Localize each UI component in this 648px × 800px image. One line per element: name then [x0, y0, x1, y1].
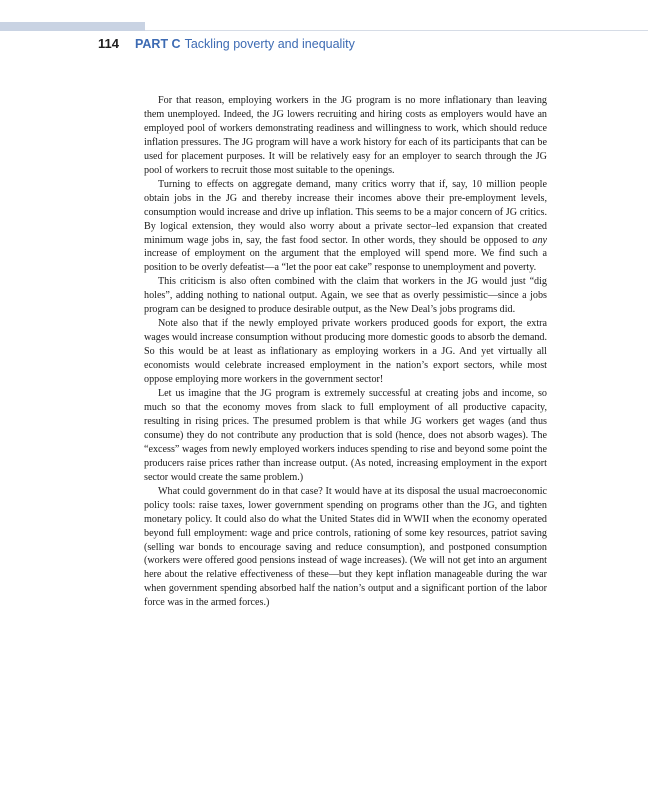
part-label: PART C — [134, 37, 181, 51]
paragraph: This criticism is also often combined with the claim that workers in the JG would just “dig holes”, adding nothing to national output. Again, we see that as overly pessimistic—since a jobs program can be designed to produce desirable output, as the New Deal’s jobs programs did. — [144, 276, 547, 316]
part-title: Tackling poverty and inequality — [184, 37, 355, 51]
paragraph: For that reason, employing workers in the JG program is no more inflationary than leaving them unemployed. Indeed, the JG lowers recruiting and hiring costs as employers would have an employed pool of workers demonstrating readiness and willingness to work, which should reduce inflation pressures. The JG program will have a work history for each of its participants that can be used for placement purposes. It will be relatively easy for an employer to search through the JG pool of workers to recruit those most suitable to the openings. — [144, 95, 547, 176]
body-text — [144, 94, 547, 610]
emphasis: any — [532, 234, 547, 246]
header-rule — [145, 30, 648, 31]
paragraph: Note also that if the newly employed private workers produced goods for export, the extra wages would increase consumption without producing more domestic goods to absorb the demand. So this would be at least as inflationary as employing workers in a JG. And yet virtually all economists would celebrate increased employment in the nation’s export sectors, while most oppose employing more workers in the government sector! — [144, 318, 547, 386]
paragraph: Let us imagine that the JG program is extremely successful at creating jobs and income, so much so that the economy moves from slack to full employment of all productive capacity, resulting in rising prices. The presumed problem is that while JG workers get wages (and thus consume) they do not contribute any production that is sold (hence, does not absorb wages). The “excess” wages from newly employed workers induces spending to rise and beyond some point the producers raise prices rather than increase output. (As noted, increasing employment in the export sector would create the same problem.) — [144, 388, 547, 483]
header-accent-bar — [0, 22, 145, 31]
page-number: 114 — [98, 36, 119, 51]
paragraph: What could government do in that case? It would have at its disposal the usual macroeconomic policy tools: raise taxes, lower government spending on programs other than the JG, and tighten monetary policy. It could also do what the United States did in WWII when the economy operated beyond full employment: wage and price controls, rationing of some key resources, patriot saving (selling war bonds to encourage saving and reduce consumption), and postponed consumption (workers were offered good pensions instead of wage increases). (We will not get into an argument here about the relative effectiveness of these—but they kept inflation manageable during the war when government spending absorbed half the nation’s output and a significant portion of the labor force was in the armed forces.) — [144, 485, 547, 609]
running-head — [98, 35, 355, 53]
paragraph: Turning to effects on aggregate demand, many critics worry that if, say, 10 million people obtain jobs in the JG and thereby increase their incomes above their pre-employment levels, consumption would increase and drive up inflation. This seems to be a major concern of JG critics. By logical extension, they would also worry about a private sector–led expansion that created minimum wage jobs in, say, the fast food sector. In other words, they should be opposed to any increase of employment on the argument that the employed will spend more. We find such a position to be overly defeatist—a “let the poor eat cake” response to unemployment and poverty. — [144, 178, 547, 274]
